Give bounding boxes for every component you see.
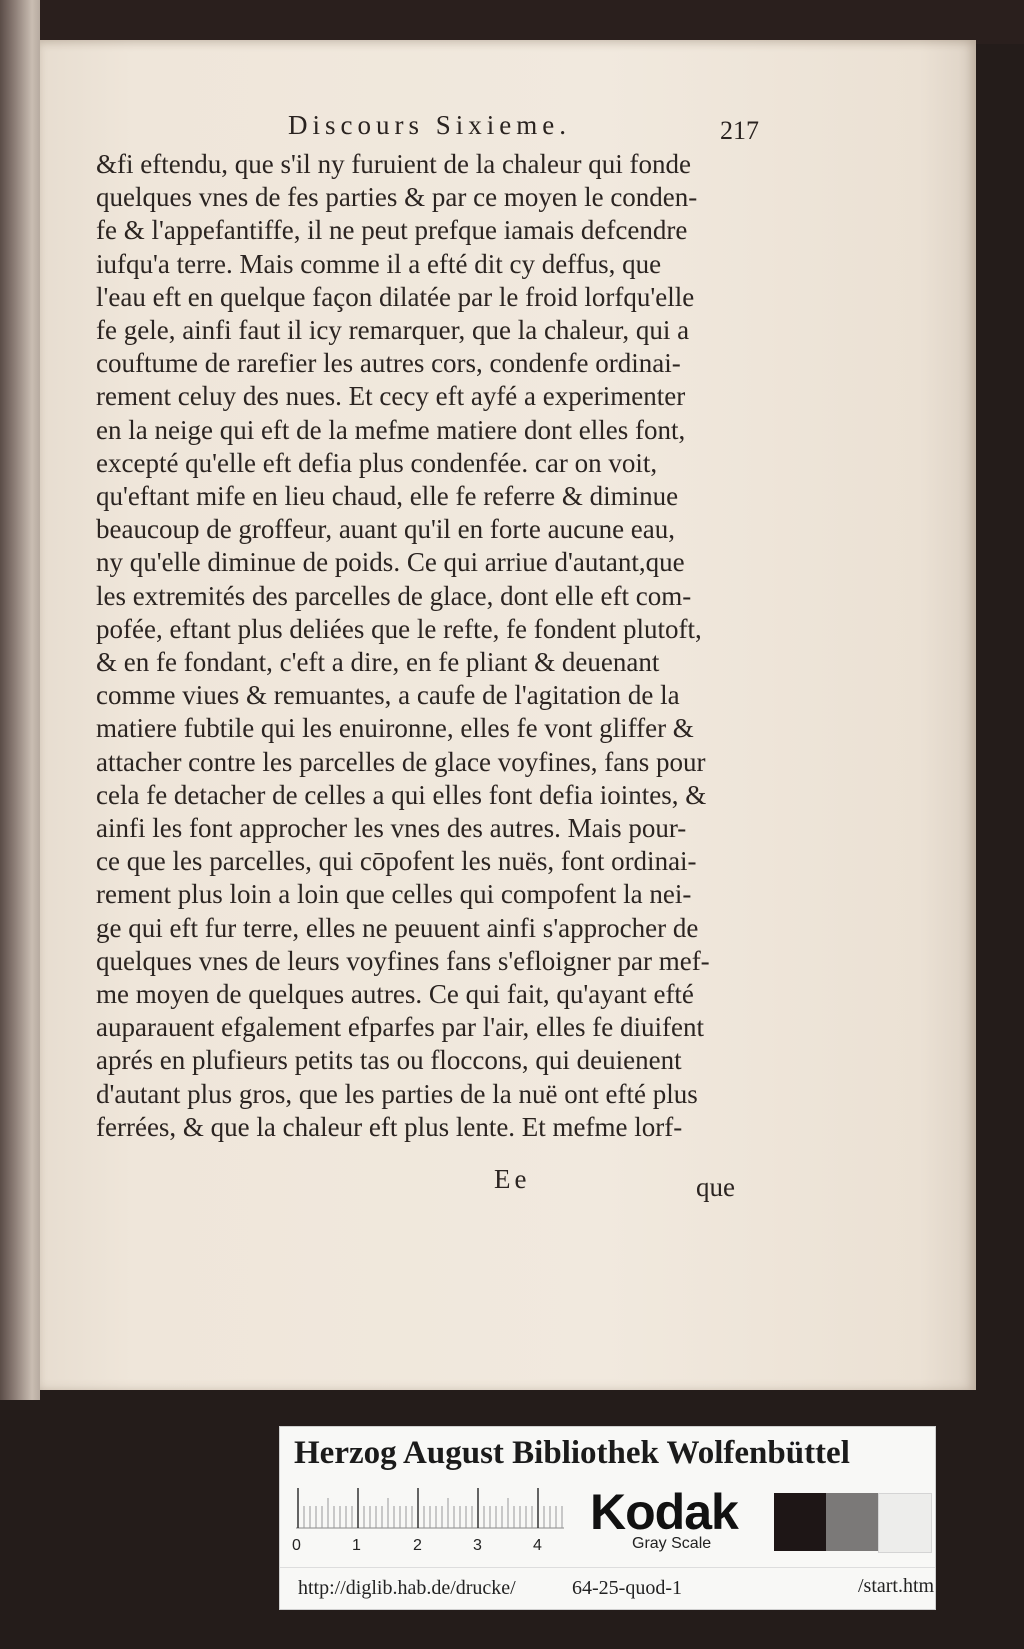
text-line: ny qu'elle diminue de poids. Ce qui arriue d'autant,que: [96, 547, 685, 578]
text-line: fe & l'appefantiffe, il ne peut prefque iamais defcendre: [96, 215, 688, 246]
ruler-label: 0: [292, 1537, 301, 1554]
ruler-label: 4: [533, 1537, 542, 1554]
text-line: me moyen de quelques autres. Ce qui fait, qu'ayant efté: [96, 979, 694, 1010]
text-line: cela fe detacher de celles a qui elles font defia iointes, &: [96, 779, 707, 810]
text-line: matiere fubtile qui les enuironne, elles fe vont gliffer &: [96, 713, 694, 744]
page-number: 217: [720, 116, 759, 145]
text-line: qu'eftant mife en lieu chaud, elle fe referre & diminue: [96, 481, 679, 512]
text-line: & en fe fondant, c'eft a dire, en fe pliant & deuenant: [96, 647, 660, 678]
kodak-logo: Kodak: [590, 1484, 738, 1540]
gray-swatch-dark: [774, 1493, 826, 1551]
text-line: pofée, eftant plus deliées que le refte, fe fondent plutoft,: [96, 613, 702, 644]
text-line: fe gele, ainfi faut il icy remarquer, que la chaleur, qui a: [96, 315, 690, 346]
text-line: ge qui eft fur terre, elles ne peuuent ainfi s'approcher de: [96, 912, 699, 943]
text-line: comme viues & remuantes, a caufe de l'agitation de la: [96, 680, 680, 711]
text-line: attacher contre les parcelles de glace voyfines, fans pour: [96, 746, 706, 777]
url-id: 64-25-quod-1: [572, 1577, 682, 1599]
signature-mark: Ee: [494, 1164, 531, 1194]
text-line: l'eau eft en quelque façon dilatée par le froid lorfqu'elle: [96, 281, 695, 312]
text-line: les extremités des parcelles de glace, dont elle eft com-: [96, 580, 692, 611]
gray-swatch-mid: [826, 1493, 878, 1551]
text-line: ferrées, & que la chaleur eft plus lente. Et mefme lorf-: [96, 1111, 683, 1142]
text-line: iufqu'a terre. Mais comme il a efté dit cy deffus, que: [96, 248, 662, 279]
text-line: rement plus loin a loin que celles qui compofent la nei-: [96, 879, 692, 910]
ruler-scale: [296, 1487, 564, 1529]
ruler-label: 1: [352, 1537, 361, 1554]
ruler-label: 3: [473, 1537, 482, 1554]
divider: [280, 1567, 935, 1568]
color-target-card: [279, 1426, 936, 1610]
text-line: &fi eftendu, que s'il ny furuient de la chaleur qui fonde: [96, 149, 691, 179]
text-line: auparauent efgalement efparfes par l'air, elles fe diuifent: [96, 1012, 704, 1043]
text-line: quelques vnes de fes parties & par ce moyen le conden-: [96, 182, 698, 213]
gray-scale-label: Gray Scale: [632, 1535, 712, 1552]
text-line: ce que les parcelles, qui cōpofent les nuës, font ordinai-: [96, 846, 697, 877]
facing-page-edge: [0, 0, 40, 1400]
text-line: quelques vnes de leurs voyfines fans s'efloigner par mef-: [96, 945, 710, 976]
background-top: [0, 0, 1024, 44]
text-line: couftume de rarefier les autres cors, condenfe ordinai-: [96, 348, 681, 379]
url-end: /start.htm: [858, 1575, 935, 1597]
running-head: Discours Sixieme.: [288, 110, 571, 140]
body-text: [96, 148, 764, 1144]
text-line: excepté qu'elle eft defia plus condenfée. car on voit,: [96, 447, 658, 478]
url-base: http://diglib.hab.de/drucke/: [298, 1577, 516, 1599]
gray-swatch-light: [878, 1493, 932, 1553]
text-line: beaucoup de groffeur, auant qu'il en forte aucune eau,: [96, 514, 676, 545]
text-line: ainfi les font approcher les vnes des autres. Mais pour-: [96, 813, 687, 844]
text-line: d'autant plus gros, que les parties de la nuë ont efté plus: [96, 1078, 698, 1109]
catchword: que: [696, 1172, 735, 1202]
text-line: aprés en plufieurs petits tas ou floccons, qui deuienent: [96, 1045, 682, 1076]
ruler-label: 2: [413, 1537, 422, 1554]
library-name: Herzog August Bibliothek Wolfenbüttel: [294, 1435, 850, 1471]
text-line: rement celuy des nues. Et cecy eft ayfé a experimenter: [96, 381, 686, 412]
text-line: en la neige qui eft de la mefme matiere dont elles font,: [96, 414, 686, 445]
